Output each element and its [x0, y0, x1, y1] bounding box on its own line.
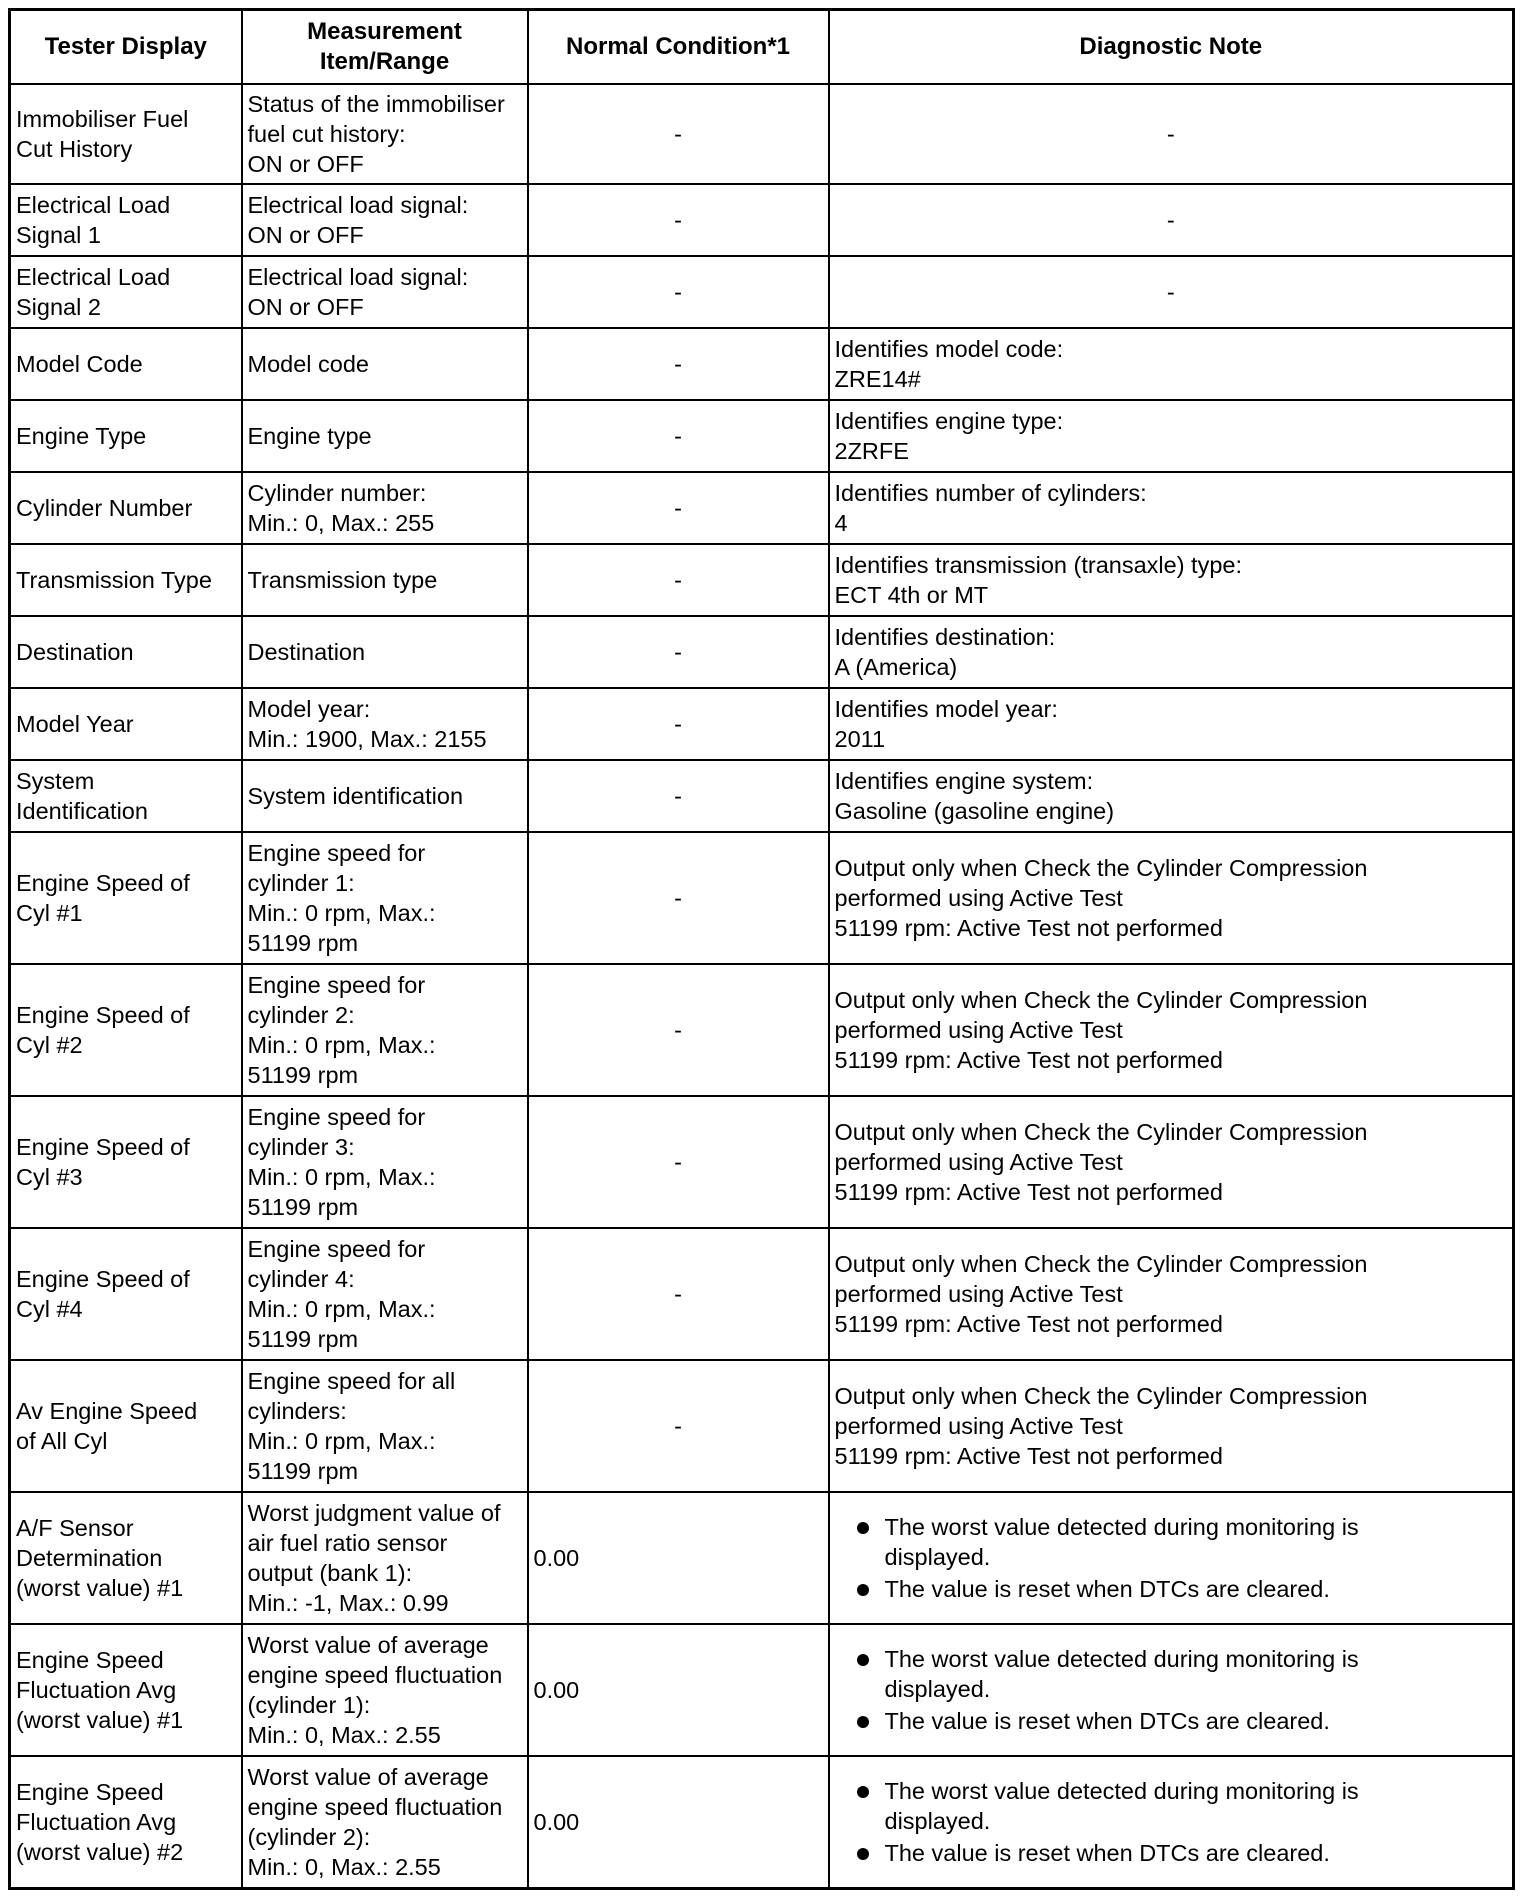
- diagnostic-note-line: performed using Active Test: [834, 1149, 1123, 1175]
- bullet-line: displayed.: [884, 1544, 991, 1570]
- diagnostic-note-cell: [829, 832, 1514, 964]
- tester-display-line: Cut History: [16, 136, 133, 162]
- table-row: [10, 1360, 1514, 1492]
- diagnostic-bullet-item: [857, 1512, 1508, 1572]
- header-measurement-item-range: [242, 10, 528, 85]
- measurement-line: Worst value of average: [247, 1763, 489, 1790]
- measurement-cell: [242, 688, 528, 760]
- diagnostic-note-cell: [829, 1228, 1514, 1360]
- measurement-cell: [242, 256, 528, 328]
- tester-display-line: Fluctuation Avg: [16, 1677, 177, 1703]
- tester-display-line: Engine Speed of: [16, 1002, 190, 1028]
- tester-display-cell: [10, 400, 242, 472]
- normal-condition-cell: -: [528, 1228, 829, 1360]
- diagnostic-note-line: performed using Active Test: [834, 1413, 1123, 1439]
- diagnostic-note-cell: [829, 1492, 1514, 1624]
- table-row: [10, 1228, 1514, 1360]
- tester-display-cell: [10, 184, 242, 256]
- normal-condition-cell: -: [528, 1360, 829, 1492]
- diagnostic-note-line: performed using Active Test: [834, 1017, 1123, 1043]
- diagnostic-note-line: Output only when Check the Cylinder Compression: [834, 855, 1368, 881]
- table-row: [10, 472, 1514, 544]
- measurement-line: Min.: 0 rpm, Max.:: [247, 900, 436, 926]
- measurement-cell: [242, 832, 528, 964]
- bullet-dot-icon: [857, 1654, 869, 1666]
- measurement-line: ON or OFF: [247, 222, 364, 248]
- data-list-table: [8, 8, 1515, 1890]
- measurement-cell: [242, 1096, 528, 1228]
- measurement-cell: [242, 400, 528, 472]
- table-row: [10, 84, 1514, 184]
- tester-display-line: Engine Type: [16, 423, 147, 449]
- measurement-line: cylinders:: [247, 1398, 347, 1424]
- diagnostic-bullet-list: [835, 1776, 1508, 1868]
- diagnostic-note-cell: [829, 328, 1514, 400]
- diagnostic-note-line: 2011: [834, 726, 886, 752]
- bullet-line: The value is reset when DTCs are cleared.: [884, 1708, 1330, 1734]
- diagnostic-note-cell: [829, 1756, 1514, 1888]
- measurement-line: Electrical load signal:: [247, 264, 469, 290]
- normal-condition-cell: -: [528, 616, 829, 688]
- measurement-line: engine speed fluctuation: [247, 1662, 503, 1688]
- measurement-line: Min.: 0 rpm, Max.:: [247, 1164, 436, 1190]
- tester-display-line: Fluctuation Avg: [16, 1808, 177, 1835]
- diagnostic-note-line: performed using Active Test: [834, 885, 1123, 911]
- measurement-line: 51199 rpm: [247, 1326, 359, 1352]
- tester-display-cell: [10, 328, 242, 400]
- measurement-cell: [242, 1756, 528, 1888]
- normal-condition-cell: -: [528, 1096, 829, 1228]
- bullet-dot-icon: [857, 1848, 869, 1860]
- measurement-line: Min.: -1, Max.: 0.99: [247, 1590, 449, 1616]
- measurement-line: Min.: 0, Max.: 2.55: [247, 1722, 441, 1748]
- measurement-line: cylinder 3:: [247, 1134, 355, 1160]
- normal-condition-cell: 0.00: [528, 1624, 829, 1756]
- measurement-line: cylinder 1:: [247, 870, 355, 896]
- measurement-cell: [242, 1228, 528, 1360]
- diagnostic-note-cell: [829, 544, 1514, 616]
- table-row: [10, 328, 1514, 400]
- normal-condition-cell: -: [528, 400, 829, 472]
- tester-display-line: Cyl #3: [16, 1164, 83, 1190]
- measurement-line: engine speed fluctuation: [247, 1793, 503, 1820]
- diagnostic-note-cell: -: [829, 84, 1514, 184]
- tester-display-line: Model Code: [16, 351, 143, 377]
- diagnostic-note-line: 51199 rpm: Active Test not performed: [834, 1311, 1223, 1337]
- bullet-line: The worst value detected during monitoring is: [884, 1514, 1359, 1540]
- table-row: [10, 1096, 1514, 1228]
- table-row: [10, 256, 1514, 328]
- tester-display-line: Electrical Load: [16, 192, 171, 218]
- tester-display-line: Engine Speed of: [16, 1266, 190, 1292]
- table-row: [10, 1624, 1514, 1756]
- measurement-cell: [242, 1492, 528, 1624]
- bullet-line: The value is reset when DTCs are cleared.: [884, 1839, 1330, 1866]
- diagnostic-note-cell: [829, 616, 1514, 688]
- measurement-cell: [242, 760, 528, 832]
- tester-display-line: Cylinder Number: [16, 495, 193, 521]
- measurement-line: (cylinder 1):: [247, 1692, 371, 1718]
- table-row: [10, 616, 1514, 688]
- measurement-cell: [242, 544, 528, 616]
- tester-display-line: (worst value) #1: [16, 1707, 184, 1733]
- tester-display-line: Engine Speed: [16, 1647, 164, 1673]
- measurement-line: Min.: 0 rpm, Max.:: [247, 1428, 436, 1454]
- header-tester-display: Tester Display: [10, 10, 242, 85]
- measurement-cell: [242, 616, 528, 688]
- measurement-line: Destination: [247, 639, 366, 665]
- diagnostic-note-line: ZRE14#: [834, 366, 921, 392]
- bullet-line: The worst value detected during monitoring is: [884, 1777, 1359, 1804]
- diagnostic-note-line: 51199 rpm: Active Test not performed: [834, 1047, 1223, 1073]
- measurement-line: Status of the immobiliser: [247, 91, 505, 117]
- measurement-line: Engine speed for: [247, 840, 426, 866]
- measurement-line: Engine speed for all: [247, 1368, 456, 1394]
- table-row: [10, 688, 1514, 760]
- tester-display-line: Determination: [16, 1545, 163, 1571]
- diagnostic-note-line: Identifies model year:: [834, 696, 1058, 722]
- tester-display-cell: [10, 84, 242, 184]
- measurement-line: Worst value of average: [247, 1632, 489, 1658]
- tester-display-line: Signal 2: [16, 294, 101, 320]
- measurement-line: fuel cut history:: [247, 121, 406, 147]
- tester-display-line: Cyl #2: [16, 1032, 83, 1058]
- measurement-line: Engine type: [247, 423, 372, 449]
- table-row: [10, 1756, 1514, 1888]
- tester-display-cell: [10, 688, 242, 760]
- diagnostic-note-line: Identifies engine type:: [834, 408, 1064, 434]
- measurement-line: Min.: 0 rpm, Max.:: [247, 1296, 436, 1322]
- normal-condition-cell: -: [528, 760, 829, 832]
- measurement-line: air fuel ratio sensor: [247, 1530, 448, 1556]
- normal-condition-cell: -: [528, 84, 829, 184]
- table-row: [10, 1492, 1514, 1624]
- diagnostic-note-line: Output only when Check the Cylinder Compression: [834, 1383, 1368, 1409]
- measurement-cell: [242, 328, 528, 400]
- diagnostic-note-line: Identifies model code:: [834, 336, 1064, 362]
- tester-display-cell: [10, 1228, 242, 1360]
- diagnostic-note-line: A (America): [834, 654, 958, 680]
- diagnostic-bullet-item: [857, 1776, 1508, 1836]
- header-normal-condition: Normal Condition*1: [528, 10, 829, 85]
- diagnostic-bullet-item: [857, 1574, 1508, 1604]
- table-row: [10, 400, 1514, 472]
- tester-display-cell: [10, 964, 242, 1096]
- diagnostic-note-cell: [829, 472, 1514, 544]
- measurement-line: (cylinder 2):: [247, 1823, 371, 1850]
- tester-display-cell: [10, 472, 242, 544]
- normal-condition-cell: 0.00: [528, 1756, 829, 1888]
- bullet-line: The worst value detected during monitoring is: [884, 1646, 1359, 1672]
- normal-condition-cell: -: [528, 688, 829, 760]
- tester-display-cell: [10, 1360, 242, 1492]
- diagnostic-bullet-list: [835, 1644, 1508, 1736]
- bullet-line: displayed.: [884, 1676, 991, 1702]
- measurement-line: 51199 rpm: [247, 930, 359, 956]
- measurement-cell: [242, 964, 528, 1096]
- bullet-line: The value is reset when DTCs are cleared.: [884, 1576, 1330, 1602]
- tester-display-cell: [10, 760, 242, 832]
- diagnostic-note-line: Gasoline (gasoline engine): [834, 798, 1115, 824]
- diagnostic-note-line: 51199 rpm: Active Test not performed: [834, 1443, 1223, 1469]
- tester-display-line: Identification: [16, 798, 148, 824]
- table-row: [10, 832, 1514, 964]
- tester-display-line: Av Engine Speed: [16, 1398, 198, 1424]
- tester-display-cell: [10, 616, 242, 688]
- diagnostic-note-cell: [829, 760, 1514, 832]
- diagnostic-note-line: 4: [834, 510, 848, 536]
- header-row: [10, 10, 1514, 85]
- measurement-line: Min.: 0, Max.: 2.55: [247, 1853, 441, 1880]
- diagnostic-note-line: 2ZRFE: [834, 438, 909, 464]
- measurement-line: 51199 rpm: [247, 1458, 359, 1484]
- diagnostic-note-line: Output only when Check the Cylinder Compression: [834, 1251, 1368, 1277]
- measurement-line: Transmission type: [247, 567, 438, 593]
- diagnostic-note-cell: [829, 688, 1514, 760]
- diagnostic-note-cell: [829, 1360, 1514, 1492]
- measurement-line: Engine speed for: [247, 1104, 426, 1130]
- measurement-cell: [242, 1360, 528, 1492]
- diagnostic-bullet-item: [857, 1644, 1508, 1704]
- diagnostic-note-cell: [829, 1096, 1514, 1228]
- tester-display-line: (worst value) #1: [16, 1575, 184, 1601]
- measurement-line: Electrical load signal:: [247, 192, 469, 218]
- diagnostic-note-cell: [829, 1624, 1514, 1756]
- table-row: [10, 544, 1514, 616]
- measurement-line: 51199 rpm: [247, 1062, 359, 1088]
- measurement-cell: [242, 84, 528, 184]
- diagnostic-note-line: Identifies transmission (transaxle) type:: [834, 552, 1242, 578]
- diagnostic-note-line: Identifies engine system:: [834, 768, 1094, 794]
- measurement-line: Model year:: [247, 696, 371, 722]
- diagnostic-note-cell: -: [829, 256, 1514, 328]
- diagnostic-note-cell: [829, 964, 1514, 1096]
- normal-condition-cell: 0.00: [528, 1492, 829, 1624]
- normal-condition-cell: -: [528, 832, 829, 964]
- tester-display-line: Electrical Load: [16, 264, 171, 290]
- tester-display-cell: [10, 1492, 242, 1624]
- bullet-dot-icon: [857, 1716, 869, 1728]
- tester-display-cell: [10, 1756, 242, 1888]
- tester-display-line: A/F Sensor: [16, 1515, 134, 1541]
- normal-condition-cell: -: [528, 964, 829, 1096]
- measurement-line: Engine speed for: [247, 1236, 426, 1262]
- diagnostic-note-cell: -: [829, 184, 1514, 256]
- measurement-line: ON or OFF: [247, 151, 364, 177]
- tester-display-cell: [10, 1624, 242, 1756]
- diagnostic-bullet-list: [835, 1512, 1508, 1604]
- diagnostic-note-line: 51199 rpm: Active Test not performed: [834, 1179, 1223, 1205]
- tester-display-cell: [10, 832, 242, 964]
- diagnostic-bullet-item: [857, 1838, 1508, 1868]
- tester-display-line: Cyl #1: [16, 900, 83, 926]
- diagnostic-note-line: Identifies number of cylinders:: [834, 480, 1147, 506]
- measurement-line: cylinder 2:: [247, 1002, 355, 1028]
- header-measurement-line: Measurement: [307, 18, 462, 45]
- bullet-dot-icon: [857, 1786, 869, 1798]
- measurement-cell: [242, 184, 528, 256]
- tester-display-line: Engine Speed: [16, 1778, 164, 1805]
- bullet-line: displayed.: [884, 1807, 991, 1834]
- measurement-line: System identification: [247, 783, 464, 809]
- diagnostic-note-line: performed using Active Test: [834, 1281, 1123, 1307]
- normal-condition-cell: -: [528, 184, 829, 256]
- tester-display-line: of All Cyl: [16, 1428, 108, 1454]
- bullet-dot-icon: [857, 1584, 869, 1596]
- normal-condition-cell: -: [528, 544, 829, 616]
- measurement-line: Min.: 1900, Max.: 2155: [247, 726, 487, 752]
- diagnostic-bullet-item: [857, 1706, 1508, 1736]
- table-row: [10, 184, 1514, 256]
- tester-display-line: System: [16, 768, 95, 794]
- normal-condition-cell: -: [528, 472, 829, 544]
- tester-display-cell: [10, 544, 242, 616]
- diagnostic-note-line: Output only when Check the Cylinder Compression: [834, 1119, 1368, 1145]
- measurement-line: 51199 rpm: [247, 1194, 359, 1220]
- measurement-line: ON or OFF: [247, 294, 364, 320]
- tester-display-cell: [10, 1096, 242, 1228]
- normal-condition-cell: -: [528, 328, 829, 400]
- measurement-line: Cylinder number:: [247, 480, 427, 506]
- normal-condition-cell: -: [528, 256, 829, 328]
- header-diagnostic-note: Diagnostic Note: [829, 10, 1514, 85]
- measurement-cell: [242, 1624, 528, 1756]
- diagnostic-note-line: Output only when Check the Cylinder Compression: [834, 987, 1368, 1013]
- diagnostic-note-cell: [829, 400, 1514, 472]
- measurement-line: Model code: [247, 351, 369, 377]
- header-measurement-line: Item/Range: [319, 48, 450, 75]
- tester-display-line: Transmission Type: [16, 567, 212, 593]
- measurement-cell: [242, 472, 528, 544]
- measurement-line: cylinder 4:: [247, 1266, 355, 1292]
- bullet-dot-icon: [857, 1522, 869, 1534]
- tester-display-line: (worst value) #2: [16, 1838, 184, 1865]
- measurement-line: Engine speed for: [247, 972, 426, 998]
- diagnostic-note-line: Identifies destination:: [834, 624, 1056, 650]
- measurement-line: Min.: 0 rpm, Max.:: [247, 1032, 436, 1058]
- measurement-line: output (bank 1):: [247, 1560, 413, 1586]
- tester-display-line: Engine Speed of: [16, 1134, 190, 1160]
- tester-display-line: Cyl #4: [16, 1296, 83, 1322]
- tester-display-line: Model Year: [16, 711, 134, 737]
- tester-display-line: Engine Speed of: [16, 870, 190, 896]
- measurement-line: Min.: 0, Max.: 255: [247, 510, 435, 536]
- diagnostic-note-line: 51199 rpm: Active Test not performed: [834, 915, 1223, 941]
- measurement-line: Worst judgment value of: [247, 1500, 501, 1526]
- tester-display-line: Signal 1: [16, 222, 101, 248]
- diagnostic-note-line: ECT 4th or MT: [834, 582, 989, 608]
- tester-display-cell: [10, 256, 242, 328]
- table-row: [10, 964, 1514, 1096]
- table-row: [10, 760, 1514, 832]
- tester-display-line: Destination: [16, 639, 134, 665]
- tester-display-line: Immobiliser Fuel: [16, 106, 189, 132]
